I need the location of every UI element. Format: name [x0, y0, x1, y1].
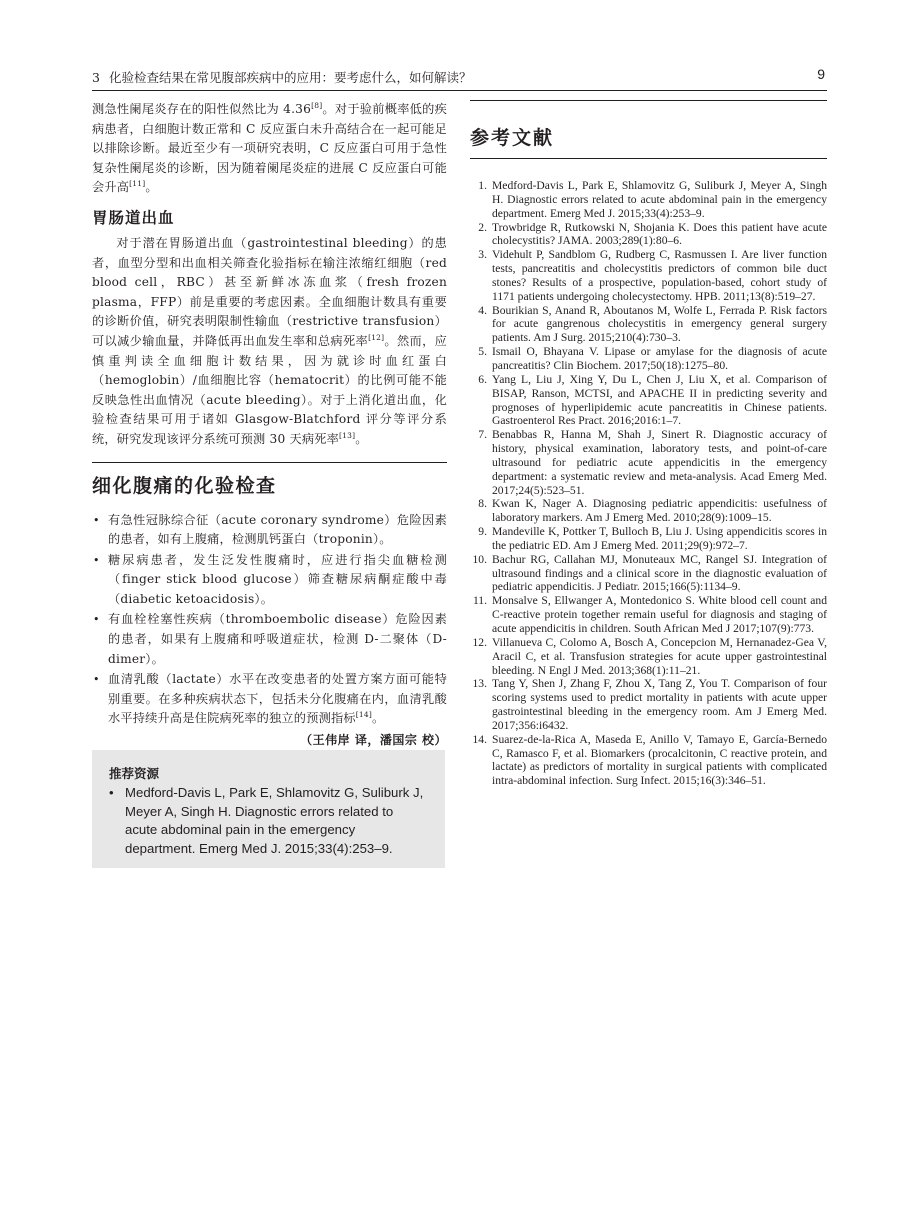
reference-text: Villanueva C, Colomo A, Bosch A, Concepcion M, Hernanadez-Gea V, Aracil C, et al. Transfusion strategies for acute upper gastrointestinal bleeding. N Engl J Med. 2013;368(1):11–21. [492, 635, 827, 677]
right-column [470, 100, 827, 788]
refine-bullet-list [92, 511, 447, 730]
gi-text-1: 对于潜在胃肠道出血（gastrointestinal bleeding）的患者，血型分型和出血相关筛查化验指标在输注浓缩红细胞（red blood cell，RBC）甚至新鲜冰冻血浆（fresh frozen plasma，FFP）前是重要的考虑因素。全血细胞计数具有重要的诊断价值，研究表明限制性输血（restrictive transfusion）可以减少输血量，并降低再出血发生率和总病死率 [92, 235, 447, 348]
running-header [92, 62, 827, 91]
citation: [14] [355, 710, 372, 720]
list-item [92, 610, 447, 669]
bullet-text: 有血栓栓塞性疾病（thromboembolic disease）危险因素的患者，如果有上腹痛和呼吸道症状，检测 D-二聚体（D-dimer）。 [108, 612, 447, 666]
refine-lab-heading: 细化腹痛的化验检查 [92, 474, 277, 497]
recommended-resource-item [109, 784, 429, 858]
references-heading: 参考文献 [470, 127, 555, 149]
reference-number: 7. [478, 428, 487, 442]
bullet-icon: • [93, 673, 100, 687]
bullet-text: 糖尿病患者，发生泛发性腹痛时，应进行指尖血糖检测（finger stick blood glucose）筛查糖尿病酮症酸中毒（diabetic ketoacidosis）。 [108, 552, 447, 606]
reference-number: 1. [478, 179, 487, 192]
reference-item [470, 345, 827, 373]
reference-number: 4. [478, 303, 487, 317]
citation: [8] [311, 101, 323, 110]
references-rule [470, 158, 827, 159]
reference-list [470, 179, 827, 788]
section-divider [92, 462, 447, 463]
reference-number: 8. [478, 497, 487, 511]
reference-number: 12. [472, 635, 487, 649]
references-top-rule [470, 100, 827, 101]
bullet-tail: 。 [371, 711, 385, 726]
gi-text-2: 。然而，应慎重判读全血细胞计数结果，因为就诊时血红蛋白（hemoglobin）/血细胞比容（hematocrit）的比例可能不能反映急性出血情况（acute bleeding）。对于上消化道出血，化验检查结果可用于诸如 Glasgow-Blatchford 评分等评分系统，研究发现该评分系统可预测 30 天病死率 [92, 333, 448, 446]
bullet-icon: • [109, 785, 114, 800]
list-item [92, 511, 447, 550]
reference-item [470, 428, 827, 497]
reference-number: 6. [478, 372, 487, 386]
reference-item [470, 733, 827, 788]
bullet-text: 有急性冠脉综合征（acute coronary syndrome）危险因素的患者，如有上腹痛，检测肌钙蛋白（troponin）。 [108, 512, 447, 547]
translator-credit: （王伟岸 译，潘国宗 校） [300, 733, 447, 748]
reference-text: Yang L, Liu J, Xing Y, Du L, Chen J, Liu X, et al. Comparison of BISAP, Ranson, MCTSI, and APACHE II in predicting severity and prognoses of hyperlipidemic acute pancreatitis in Chinese patients. Gastroenterol Res Pract. 2016;2016:1–7. [492, 372, 827, 428]
reference-item [470, 525, 827, 553]
reference-number: 10. [472, 552, 487, 566]
reference-item [470, 304, 827, 346]
reference-text: Videhult P, Sandblom G, Rudberg C, Rasmussen I. Are liver function tests, pancreatitis and cholecystitis predictors of common bile duct stones? Results of a prospective, population-based, cohort study of 1171 patients undergoing cholecystectomy. HPB. 2011;13(8):519–27. [492, 248, 827, 303]
reference-item [470, 179, 827, 221]
reference-number: 11. [472, 594, 487, 608]
page-number: 9 [817, 66, 825, 82]
reference-item [470, 594, 827, 636]
reference-text: Suarez-de-la-Rica A, Maseda E, Anillo V, Tamayo E, García-Bernedo C, Ramasco F, et al. Biomarkers (procalcitonin, C reactive protein, and lactate) as predictors of mortality in surgical patients with complicated intra-abdominal infection. Surg Infect. 2015;16(3):346–51. [492, 732, 827, 788]
reference-number: 5. [478, 345, 487, 359]
recommended-resources-box [92, 750, 445, 868]
reference-text: Monsalve S, Ellwanger A, Montedonico S. White blood cell count and C-reactive protein together remain useful for diagnosis and staging of acute appendicitis in children. South African Med J 2017;107(9):773. [492, 594, 827, 635]
reference-item [470, 373, 827, 428]
reference-text: Benabbas R, Hanna M, Shah J, Sinert R. Diagnostic accuracy of history, physical examination, laboratory tests, and point-of-care ultrasound for pediatric acute appendicitis in the emergency department: a systematic review and meta-analysis. Acad Emerg Med. 2017;24(5):523–51. [492, 428, 827, 497]
reference-text: Mandeville K, Pottker T, Bulloch B, Liu J. Using appendicitis scores in the pediatric ED. Am J Emerg Med. 2011;29(9):972–7. [492, 525, 827, 552]
list-item [92, 670, 447, 729]
chapter-title: 化验检查结果在常见腹部疾病中的应用：要考虑什么，如何解读？ [108, 70, 472, 85]
recommended-resources-title: 推荐资源 [109, 766, 160, 781]
intro-paragraph [92, 100, 447, 198]
reference-text: Tang Y, Shen J, Zhang F, Zhou X, Tang Z, You T. Comparison of four scoring systems used to predict mortality in patients with acute upper gastrointestinal bleeding in the emergency room. Am J Emerg Med. 2017;356:i6432. [492, 677, 827, 732]
bullet-icon: • [93, 613, 100, 627]
reference-item [470, 497, 827, 525]
recommended-resource-text: Medford-Davis L, Park E, Shlamovitz G, Suliburk J, Meyer A, Singh H. Diagnostic errors related to acute abdominal pain in the emergency department. Emerg Med J. 2015;33(4):253–9. [125, 785, 424, 856]
reference-text: Bourikian S, Anand R, Aboutanos M, Wolfe L, Ferrada P. Risk factors for acute gangrenous cholecystitis in emergency general surgery patients. Am J Surg. 2015;210(4):730–3. [492, 303, 827, 345]
reference-item [470, 636, 827, 678]
reference-number: 14. [472, 732, 487, 746]
intro-text-3: 。 [145, 180, 158, 195]
gi-text-3: 。 [355, 431, 368, 446]
chapter-number: 3 [92, 70, 100, 85]
gi-bleeding-heading: 胃肠道出血 [92, 207, 175, 227]
gi-bleeding-paragraph [92, 234, 447, 450]
citation: [11] [129, 179, 146, 189]
chapter-heading [92, 68, 471, 86]
bullet-text: 血清乳酸（lactate）水平在改变患者的处置方案方面可能特别重要。在多种疾病状态下，包括未分化腹痛在内，血清乳酸水平持续升高是住院病死率的独立的预测指标 [108, 672, 447, 726]
reference-text: Trowbridge R, Rutkowski N, Shojania K. Does this patient have acute cholecystitis? JAMA. 2003;289(1):80–6. [492, 220, 827, 248]
reference-number: 13. [472, 677, 487, 691]
list-item [92, 551, 447, 610]
reference-item [470, 677, 827, 732]
reference-number: 3. [478, 248, 487, 262]
reference-text: Ismail O, Bhayana V. Lipase or amylase for the diagnosis of acute pancreatitis? Clin Biochem. 2017;50(18):1275–80. [492, 345, 827, 372]
reference-text: Kwan K, Nager A. Diagnosing pediatric appendicitis: usefulness of laboratory markers. Am J Emerg Med. 2010;28(9):1009–15. [492, 497, 827, 525]
bullet-icon: • [93, 553, 100, 567]
reference-text: Medford-Davis L, Park E, Shlamovitz G, Suliburk J, Meyer A, Singh H. Diagnostic errors related to acute abdominal pain in the emergency department. Emerg Med J. 2015;33(4):253–9. [492, 179, 827, 220]
reference-item [470, 248, 827, 303]
intro-text-1: 测急性阑尾炎存在的阳性似然比为 4.36 [92, 102, 312, 116]
intro-text-2: 。对于验前概率低的疾病患者，白细胞计数正常和 C 反应蛋白未升高结合在一起可能足以排除诊断。最近至少有一项研究表明，C 反应蛋白可用于急性复杂性阑尾炎的诊断，因为随着阑尾炎症的进展 C 反应蛋白可能会升高 [92, 102, 447, 195]
citation: [12] [368, 332, 385, 342]
citation: [13] [339, 430, 356, 440]
reference-item [470, 553, 827, 595]
reference-number: 2. [478, 220, 487, 234]
reference-number: 9. [478, 525, 487, 539]
reference-item [470, 221, 827, 249]
reference-text: Bachur RG, Callahan MJ, Monuteaux MC, Rangel SJ. Integration of ultrasound findings and a clinical score in the diagnostic evaluation of pediatric appendicitis. J Pediatr. 2015;166(5):1134–9. [492, 552, 827, 594]
bullet-icon: • [93, 513, 100, 527]
left-column [92, 100, 447, 748]
